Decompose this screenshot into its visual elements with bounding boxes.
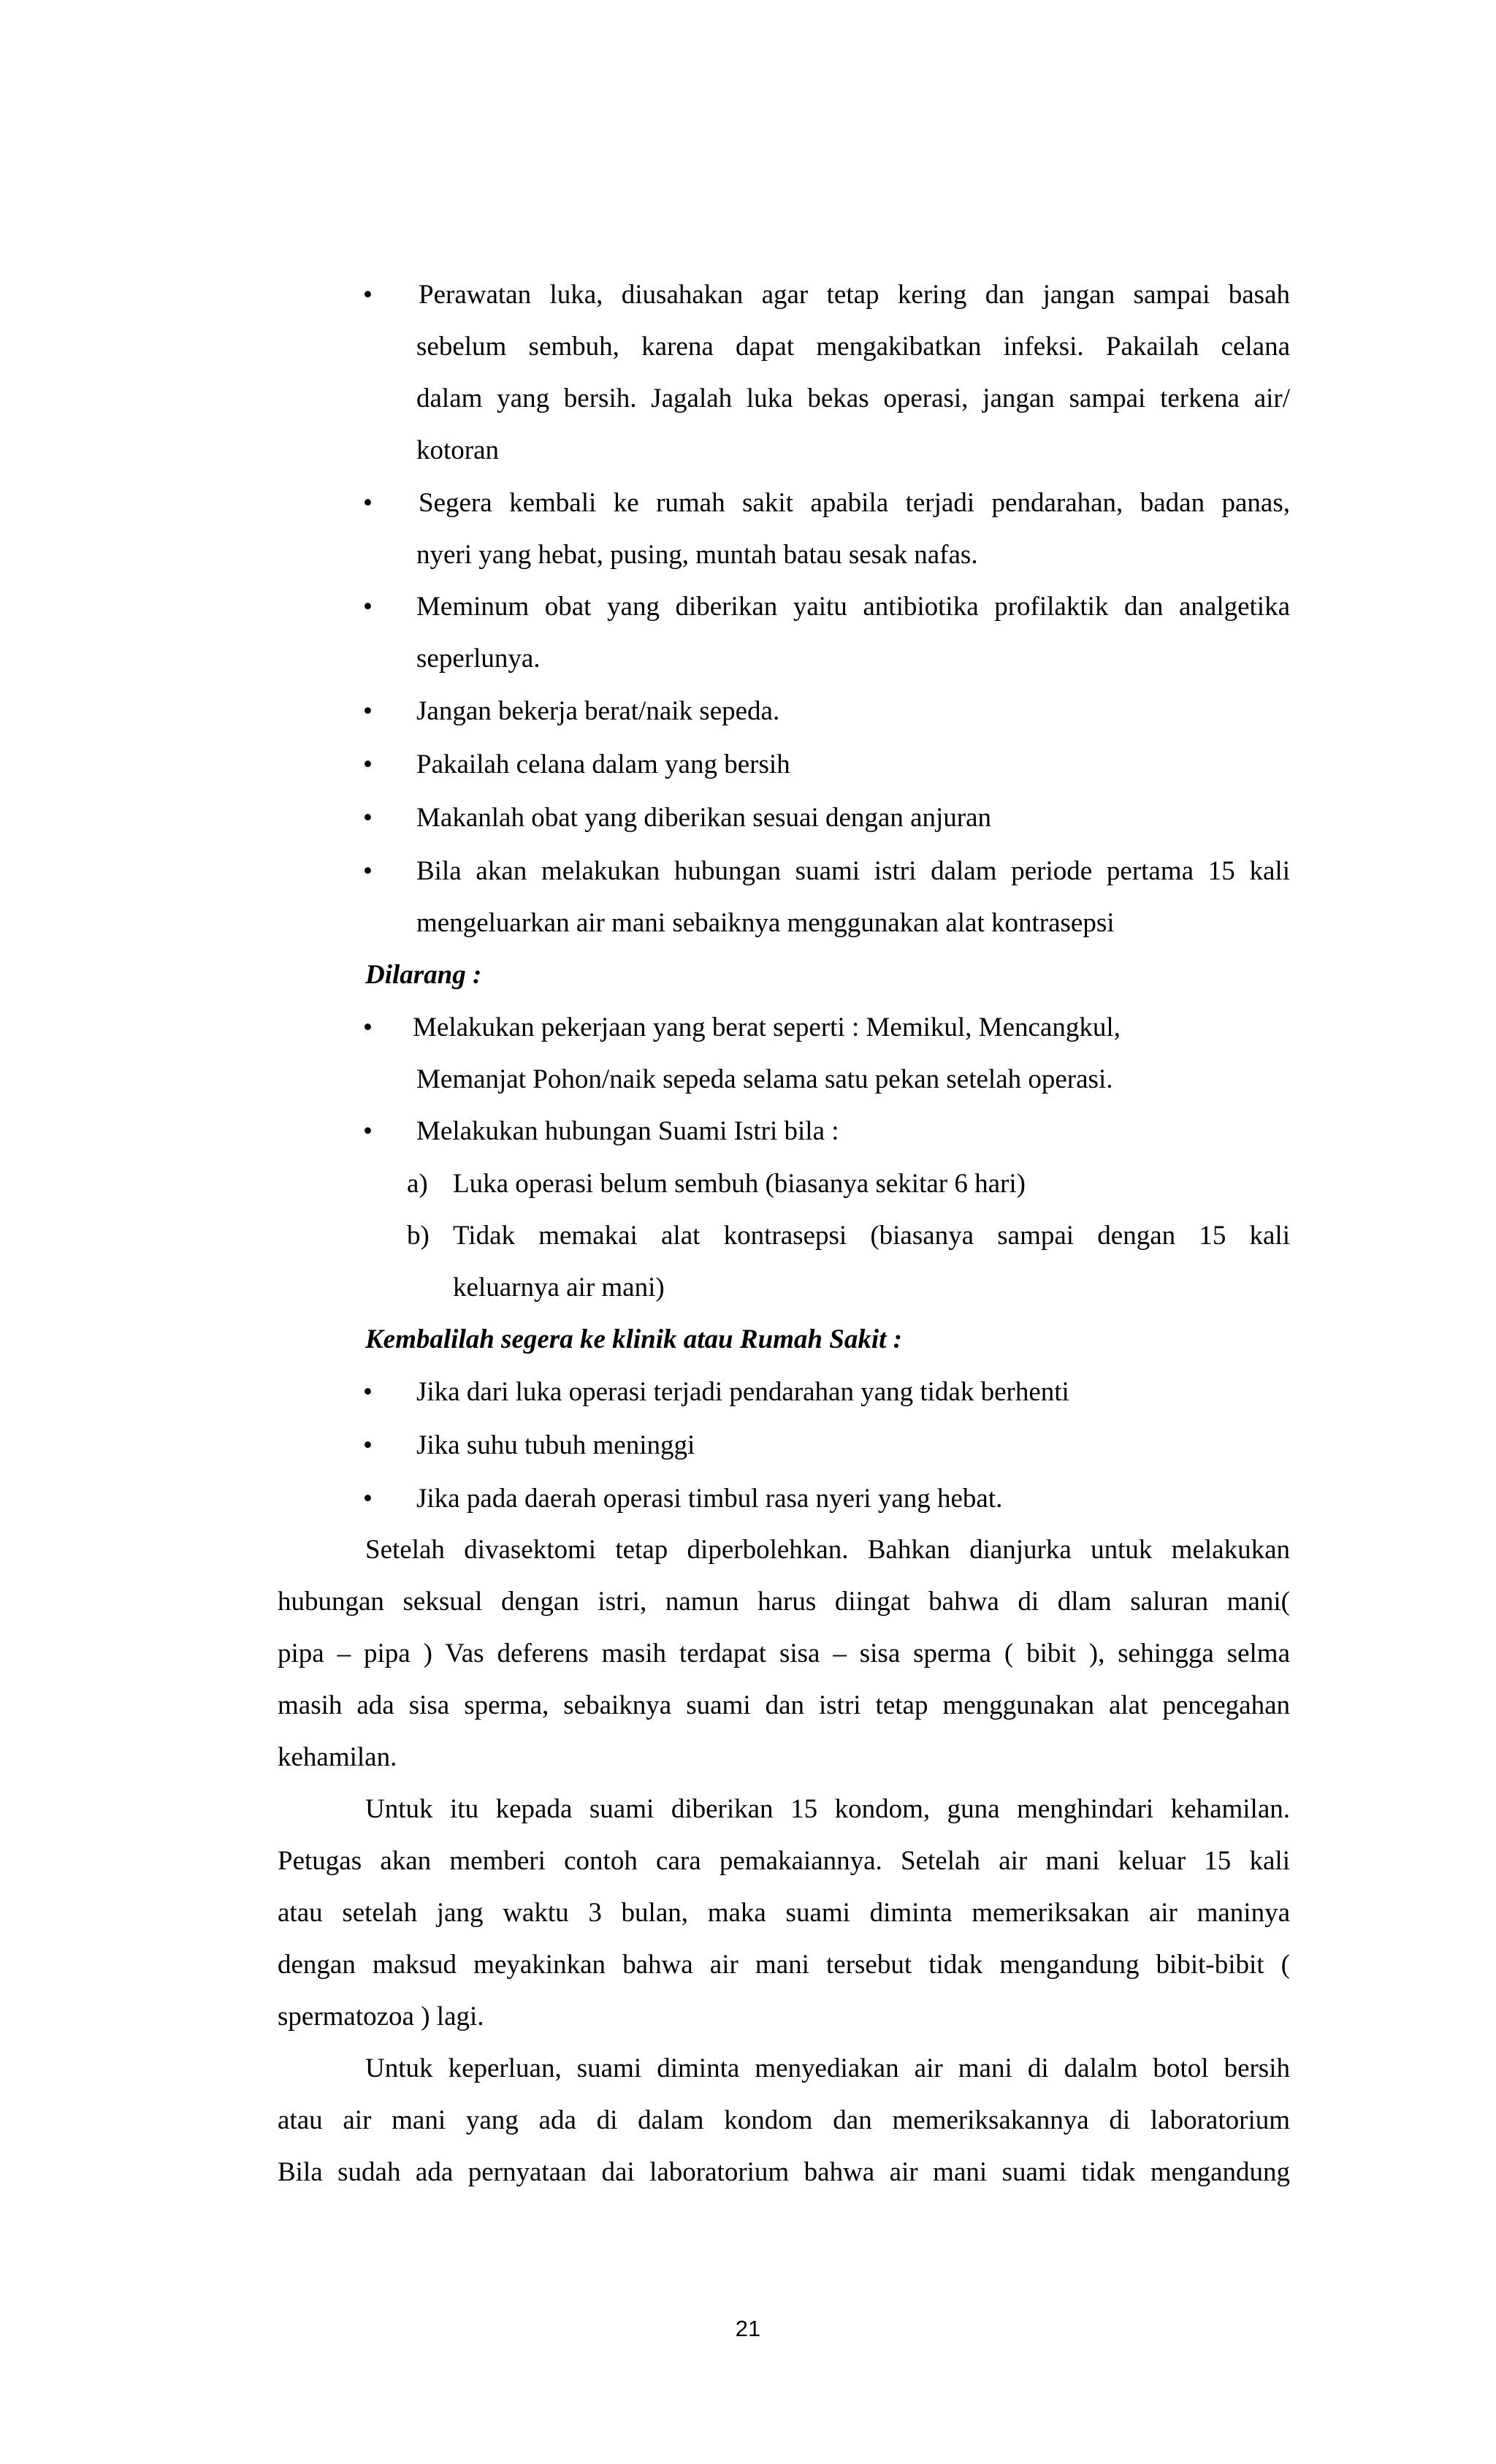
- bullet-icon: •: [363, 592, 373, 622]
- bullet-icon: •: [363, 696, 373, 726]
- section-heading-kembali: Kembalilah segera ke klinik atau Rumah Sakit :: [365, 1324, 902, 1354]
- page-number: 21: [735, 2316, 761, 2341]
- bullet-icon: •: [363, 856, 373, 886]
- list-item-line: nyeri yang hebat, pusing, muntah batau sesak nafas.: [416, 540, 978, 570]
- paragraph-line: Bila sudah ada pernyataan dai laboratorium bahwa air mani suami tidak mengandung: [278, 2157, 1290, 2187]
- list-item-line: dalam yang bersih. Jagalah luka bekas operasi, jangan sampai terkena air/: [416, 384, 1290, 413]
- sublist-marker: a): [407, 1169, 428, 1199]
- bullet-icon: •: [363, 280, 373, 310]
- list-item-line: Jika pada daerah operasi timbul rasa nyeri yang hebat.: [416, 1484, 1003, 1514]
- paragraph-line: kehamilan.: [278, 1742, 397, 1772]
- list-item-line: kotoran: [416, 435, 500, 465]
- bullet-icon: •: [363, 1116, 373, 1146]
- paragraph-line: dengan maksud meyakinkan bahwa air mani tersebut tidak mengandung bibit-bibit (: [278, 1950, 1290, 1980]
- paragraph-line: hubungan seksual dengan istri, namun harus diingat bahwa di dlam saluran mani(: [278, 1587, 1290, 1617]
- bullet-icon: •: [363, 803, 373, 833]
- list-item-line: seperlunya.: [416, 644, 541, 674]
- list-item-line: mengeluarkan air mani sebaiknya menggunakan alat kontrasepsi: [416, 908, 1115, 938]
- list-item-line: Meminum obat yang diberikan yaitu antibiotika profilaktik dan analgetika: [416, 592, 1290, 622]
- list-item-line: Makanlah obat yang diberikan sesuai dengan anjuran: [416, 803, 992, 833]
- list-item-line: Memanjat Pohon/naik sepeda selama satu pekan setelah operasi.: [416, 1064, 1113, 1094]
- sublist-marker: b): [407, 1221, 430, 1251]
- section-heading-dilarang: Dilarang :: [365, 960, 482, 990]
- bullet-icon: •: [363, 1484, 373, 1514]
- paragraph-line: atau air mani yang ada di dalam kondom dan memeriksakannya di laboratorium: [278, 2105, 1290, 2135]
- paragraph-line: masih ada sisa sperma, sebaiknya suami dan istri tetap menggunakan alat pencegahan: [278, 1690, 1290, 1720]
- bullet-icon: •: [363, 1430, 373, 1460]
- list-item-line: Melakukan pekerjaan yang berat seperti : Memikul, Mencangkul,: [413, 1012, 1121, 1042]
- bullet-icon: •: [363, 750, 373, 779]
- bullet-icon: •: [363, 1377, 373, 1407]
- bullet-icon: •: [363, 1012, 373, 1042]
- list-item-line: Pakailah celana dalam yang bersih: [416, 750, 790, 779]
- sublist-item-line: Tidak memakai alat kontrasepsi (biasanya sampai dengan 15 kali: [453, 1221, 1290, 1251]
- paragraph-line: pipa – pipa ) Vas deferens masih terdapat sisa – sisa sperma ( bibit ), sehingga selma: [278, 1639, 1290, 1668]
- paragraph-line: atau setelah jang waktu 3 bulan, maka suami diminta memeriksakan air maninya: [278, 1898, 1290, 1928]
- paragraph-line: Petugas akan memberi contoh cara pemakaiannya. Setelah air mani keluar 15 kali: [278, 1846, 1290, 1876]
- sublist-item-line: Luka operasi belum sembuh (biasanya sekitar 6 hari): [453, 1169, 1026, 1199]
- list-item-line: Jika dari luka operasi terjadi pendarahan yang tidak berhenti: [416, 1377, 1069, 1407]
- list-item-line: Perawatan luka, diusahakan agar tetap kering dan jangan sampai basah: [419, 280, 1290, 310]
- list-item-line: Jika suhu tubuh meninggi: [416, 1430, 695, 1460]
- paragraph-line: Setelah divasektomi tetap diperbolehkan. Bahkan dianjurka untuk melakukan: [365, 1535, 1290, 1565]
- bullet-icon: •: [363, 488, 373, 518]
- list-item-line: Bila akan melakukan hubungan suami istri dalam periode pertama 15 kali: [416, 856, 1290, 886]
- list-item-line: Melakukan hubungan Suami Istri bila :: [416, 1116, 839, 1146]
- list-item-line: Segera kembali ke rumah sakit apabila terjadi pendarahan, badan panas,: [419, 488, 1290, 518]
- sublist-item-line: keluarnya air mani): [453, 1273, 665, 1302]
- paragraph-line: Untuk itu kepada suami diberikan 15 kondom, guna menghindari kehamilan.: [365, 1794, 1290, 1824]
- paragraph-line: Untuk keperluan, suami diminta menyediakan air mani di dalalm botol bersih: [365, 2053, 1290, 2083]
- paragraph-line: spermatozoa ) lagi.: [278, 2002, 484, 2032]
- list-item-line: Jangan bekerja berat/naik sepeda.: [416, 696, 780, 726]
- list-item-line: sebelum sembuh, karena dapat mengakibatkan infeksi. Pakailah celana: [416, 332, 1290, 362]
